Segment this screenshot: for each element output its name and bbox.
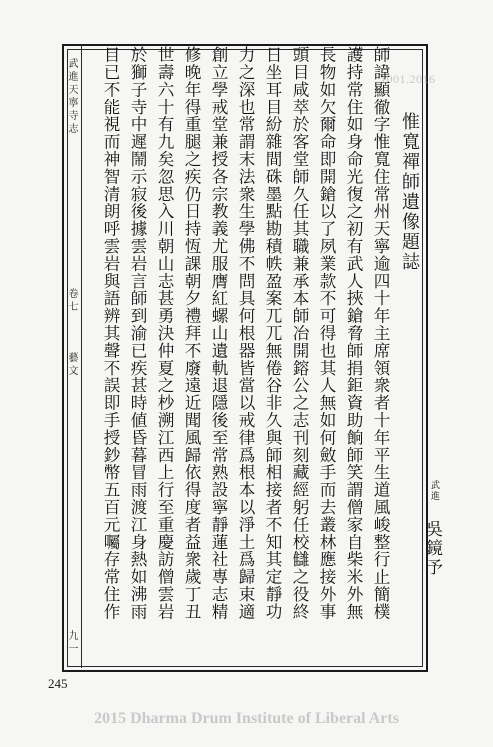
text-column: 世壽六十有九矣忽思入川朝山志甚勇決仲夏之杪溯江西上行至重慶訪僧雲岩 (155, 46, 174, 621)
text-column: 目已不能視而神智清朗呼雲岩與語辨其聲不誤即手授鈔幣五百元囑存常住作 (101, 46, 120, 621)
margin-section: 藝文 (66, 352, 77, 378)
margin-juan: 卷七 (66, 288, 77, 314)
text-column: 日坐耳目紛雜間硃墨點勘積帙盈案兀兀無倦谷非久與師相接者不知其定靜功 (263, 46, 282, 621)
text-column: 修晚年得重腿之疾仍日持恆課朝夕禮拜不廢遠近聞風歸依得度者益衆歲丁丑 (182, 46, 201, 621)
document-title: 惟寬禪師遺像題誌 (399, 112, 420, 272)
watermark-bottom: 2015 Dharma Drum Institute of Liberal Arts (94, 710, 399, 727)
text-column: 創立學戒堂兼授各宗教義尤服膺紅螺山遺軌退隱後至常熟設寧靜蓮社專志精 (209, 46, 228, 621)
author-prefix: 武進 (429, 480, 439, 502)
text-column: 師諱顯徹字惟寬住常州天寧逾四十年主席領衆者十年平生道風峻整行止簡樸 (371, 46, 390, 621)
text-column: 力之深也常謂末法衆生學佛不問具何根器皆當以戒律爲根本以淨土爲歸束適 (236, 46, 255, 621)
watermark-top: 1001.2016 (380, 72, 436, 86)
text-column: 於獅子寺中遲鬧示寂後據雲岩言師到渝已疾甚時値昏暮冒雨渡江身熱如沸雨 (128, 46, 147, 621)
margin-folio: 九一 (66, 630, 77, 656)
page-number: 245 (48, 676, 68, 691)
text-column: 長物如欠爾命即開鎗以了夙業款不可得也其人無如何斂手而去叢林應接外事 (317, 46, 336, 621)
author-name: 吳鏡予 (422, 520, 442, 577)
text-column: 護持常住如身命光復之初有武人挾鎗脅師捐鉅資助餉師笑謂僧家自柴米外無 (344, 46, 363, 621)
text-column: 頭目咸萃於客堂師久任其職兼承本師冶開鎔公之志刊刻藏經躬任校讎之役終 (290, 46, 309, 621)
margin-book-title: 武進天寧寺志 (66, 58, 77, 136)
